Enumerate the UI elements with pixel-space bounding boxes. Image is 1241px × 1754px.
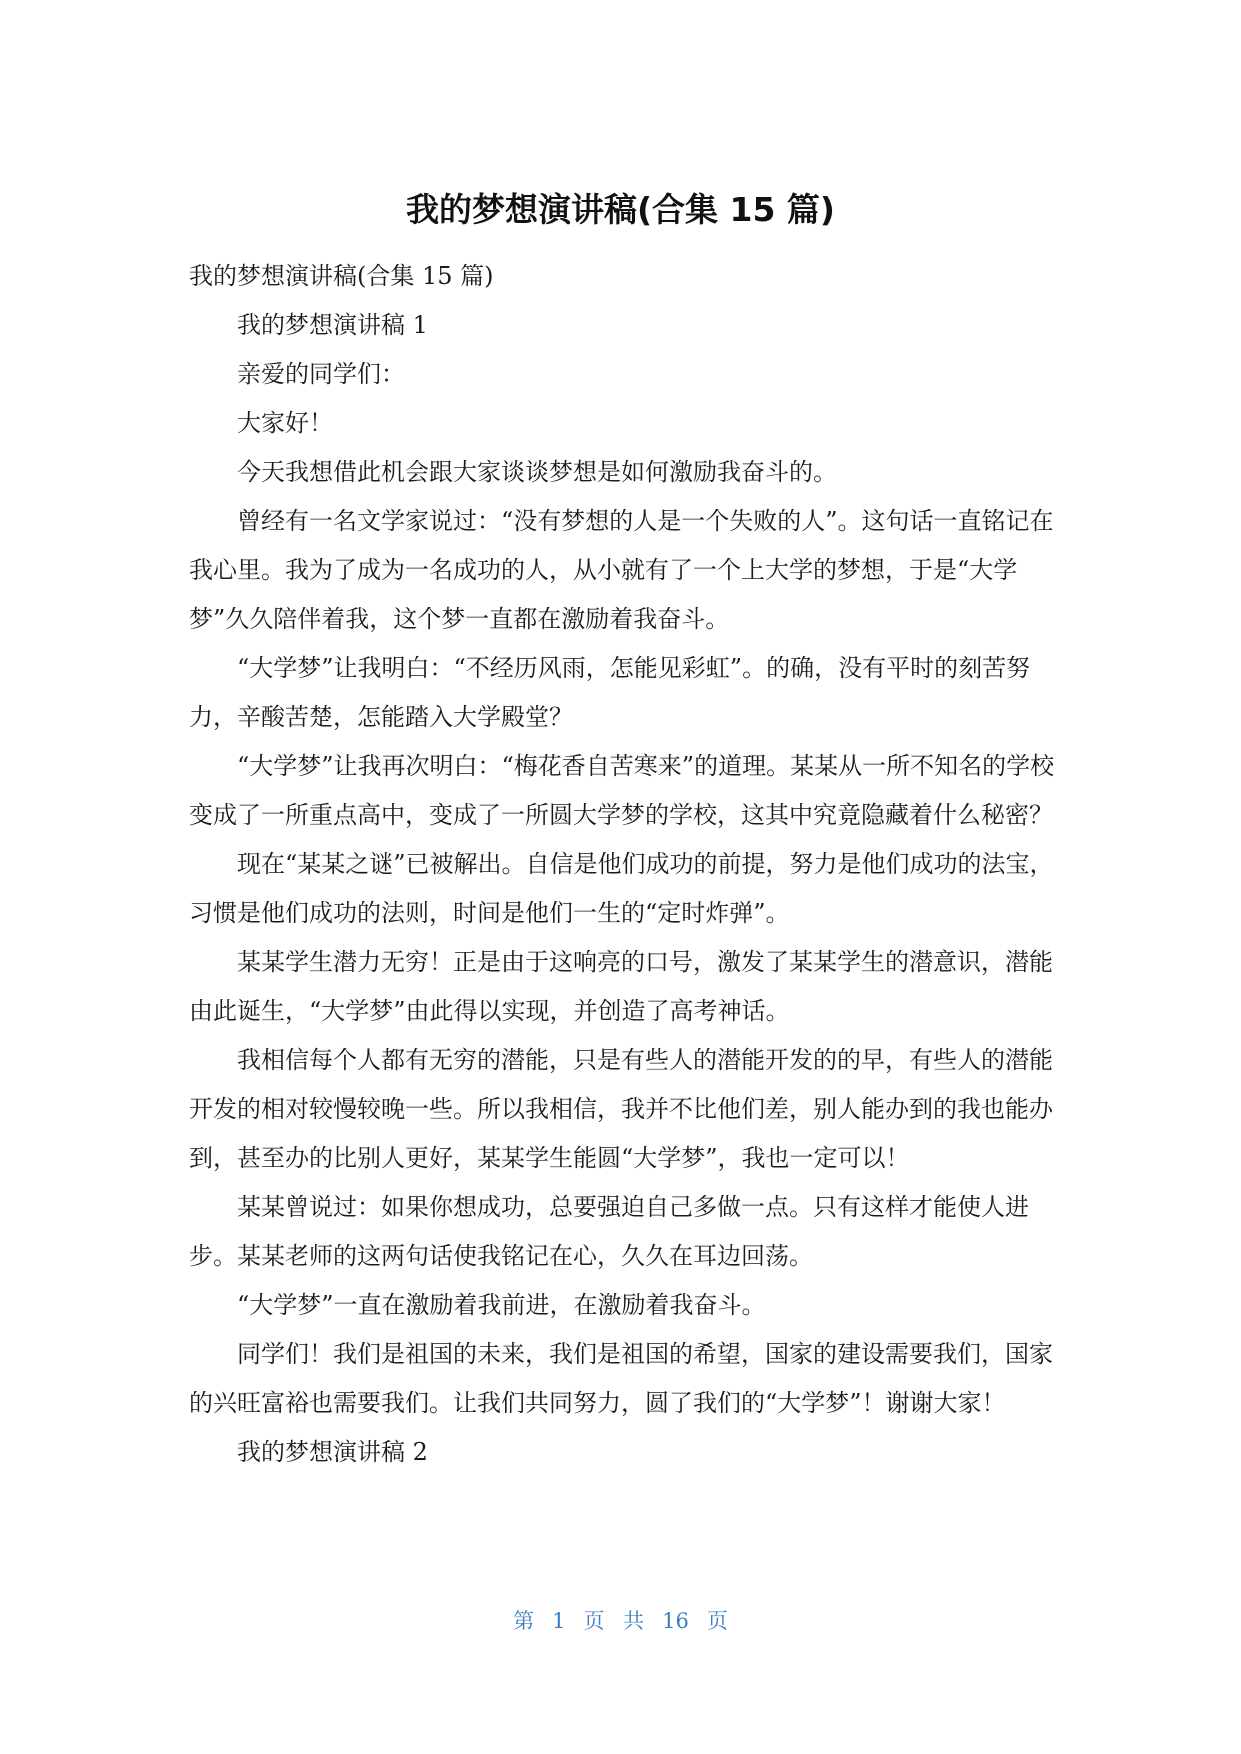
section-heading: 我的梦想演讲稿 2 — [237, 1438, 428, 1466]
paragraph: 某某学生潜力无穷！正是由于这响亮的口号，激发了某某学生的潜意识，潜能由此诞生，“大学梦”由此得以实现，并创造了高考神话。 — [189, 948, 1053, 1025]
document-subtitle: 我的梦想演讲稿(合集 15 篇) — [189, 262, 494, 290]
paragraph: 亲爱的同学们： — [237, 360, 405, 388]
paragraph: 同学们！我们是祖国的未来，我们是祖国的希望，国家的建设需要我们，国家的兴旺富裕也需要我们。让我们共同努力，圆了我们的“大学梦”！谢谢大家！ — [189, 1340, 1053, 1417]
paragraph: “大学梦”让我再次明白：“梅花香自苦寒来”的道理。某某从一所不知名的学校变成了一所重点高中，变成了一所圆大学梦的学校，这其中究竟隐藏着什么秘密？ — [189, 752, 1055, 829]
footer-label-end: 页 — [706, 1609, 728, 1633]
paragraph: 某某曾说过：如果你想成功，总要强迫自己多做一点。只有这样才能使人进步。某某老师的这两句话使我铭记在心，久久在耳边回荡。 — [189, 1193, 1029, 1270]
paragraph: 我相信每个人都有无穷的潜能，只是有些人的潜能开发的的早，有些人的潜能开发的相对较慢较晚一些。所以我相信，我并不比他们差，别人能办到的我也能办到，甚至办的比别人更好，某某学生能圆“大学梦”，我也一定可以！ — [189, 1046, 1053, 1172]
footer-label-page: 第 — [513, 1609, 535, 1633]
section-heading: 我的梦想演讲稿 1 — [237, 311, 428, 339]
page-footer — [0, 1606, 1241, 1636]
paragraph: 今天我想借此机会跟大家谈谈梦想是如何激励我奋斗的。 — [237, 458, 837, 486]
footer-total-pages: 16 — [662, 1609, 689, 1633]
paragraph: “大学梦”让我明白：“不经历风雨，怎能见彩虹”。的确，没有平时的刻苦努力，辛酸苦楚，怎能踏入大学殿堂？ — [189, 654, 1031, 731]
footer-label-of: 页 共 — [583, 1609, 645, 1633]
paragraph: 曾经有一名文学家说过：“没有梦想的人是一个失败的人”。这句话一直铭记在我心里。我为了成为一名成功的人，从小就有了一个上大学的梦想，于是“大学梦”久久陪伴着我，这个梦一直都在激励着我奋斗。 — [189, 507, 1054, 633]
document-title: 我的梦想演讲稿(合集 15 篇) — [405, 190, 836, 229]
paragraph: 现在“某某之谜”已被解出。自信是他们成功的前提，努力是他们成功的法宝，习惯是他们成功的法则，时间是他们一生的“定时炸弹”。 — [189, 850, 1054, 927]
document-body — [189, 252, 1057, 1477]
paragraph: 大家好！ — [237, 409, 333, 437]
paragraph: “大学梦”一直在激励着我前进，在激励着我奋斗。 — [237, 1291, 766, 1319]
footer-current-page: 1 — [552, 1609, 566, 1633]
